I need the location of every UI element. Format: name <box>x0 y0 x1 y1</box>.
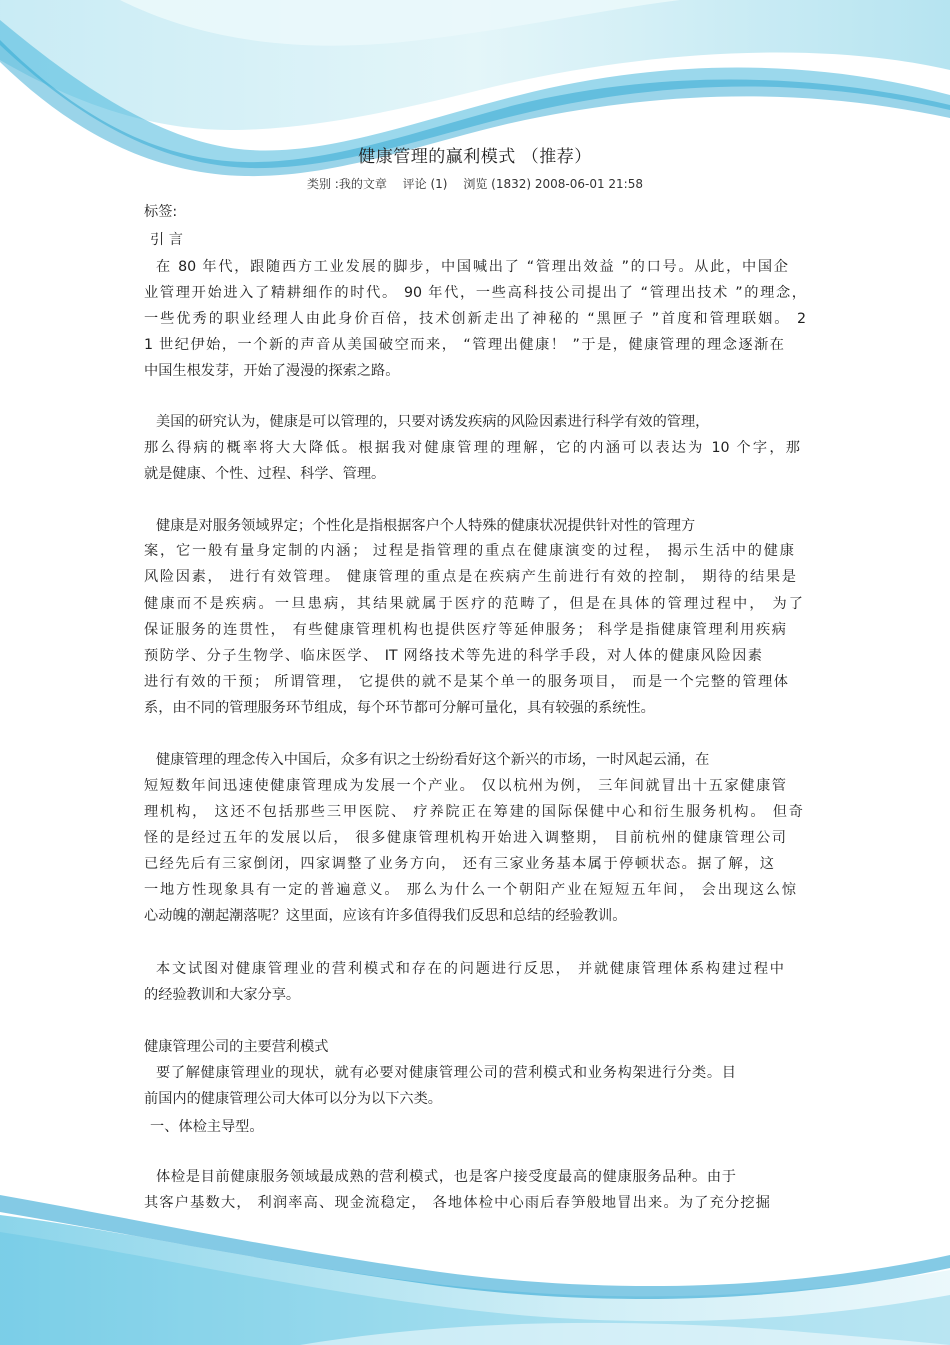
text-line: 系，由不同的管理服务环节组成，每个环节都可分解可量化，具有较强的系统性。 <box>144 700 655 716</box>
text-line: 其客户基数大， 利润率高、现金流稳定， 各地体检中心雨后春笋般地冒出来。为了充分挖掘 <box>144 1195 770 1211</box>
text-line: 那么得病的概率将大大降低。根据我对健康管理的理解，它的内涵可以表达为 10 个字，那 <box>144 440 800 456</box>
intro-heading: 引 言 <box>150 232 183 248</box>
text-line: 的经验教训和大家分享。 <box>144 987 301 1003</box>
article-title: 健康管理的赢利模式 （推荐） <box>358 147 592 167</box>
text-line: 1 世纪伊始，一个新的声音从美国破空而来， “管理出健康！ ”于是，健康管理的理念逐渐在 <box>144 337 784 353</box>
text-line: 健康是对服务领域界定；个性化是指根据客户个人特殊的健康状况提供针对性的管理方 <box>156 518 696 534</box>
tags-label: 标签: <box>144 204 178 220</box>
text-line: 怪的是经过五年的发展以后， 很多健康管理机构开始进入调整期， 目前杭州的健康管理公司 <box>144 830 786 846</box>
meta-views-date: 浏览 (1832) 2008-06-01 21:58 <box>463 177 643 191</box>
meta-category: 类别 :我的文章 <box>306 177 387 191</box>
text-line: 一些优秀的职业经理人由此身价百倍，技术创新走出了神秘的 “黑匣子 ”首度和管理联姻。 2 <box>144 311 806 327</box>
text-line: 中国生根发芽，开始了漫漫的探索之路。 <box>144 363 400 379</box>
text-line: 理机构， 这还不包括那些三甲医院、 疗养院正在筹建的国际保健中心和衍生服务机构。 但奇 <box>144 804 803 820</box>
text-line: 业管理开始进入了精耕细作的时代。 90 年代，一些高科技公司提出了 “管理出技术 ”的理念， <box>144 285 806 301</box>
meta-comments: 评论 (1) <box>402 177 448 191</box>
text-line: 风险因素， 进行有效管理。 健康管理的重点是在疾病产生前进行有效的控制， 期待的结果是 <box>144 569 796 585</box>
text-line: 健康管理的理念传入中国后，众多有识之士纷纷看好这个新兴的市场，一时风起云涌，在 <box>156 752 710 768</box>
text-line: 案，它一般有量身定制的内涵； 过程是指管理的重点在健康演变的过程， 揭示生活中的健康 <box>144 543 794 559</box>
text-line: 健康而不是疾病。一旦患病，其结果就属于医疗的范畴了，但是在具体的管理过程中， 为了 <box>144 596 803 612</box>
text-line: 美国的研究认为，健康是可以管理的，只要对诱发疾病的风险因素进行科学有效的管理， <box>156 414 710 430</box>
text-line: 保证服务的连贯性， 有些健康管理机构也提供医疗等延伸服务； 科学是指健康管理利用疾病 <box>144 622 786 638</box>
text-line: 心动魄的潮起潮落呢？这里面，应该有许多值得我们反思和总结的经验教训。 <box>144 908 627 924</box>
subsection-heading: 一、体检主导型。 <box>150 1119 264 1135</box>
article-meta <box>0 175 950 192</box>
text-line: 本文试图对健康管理业的营利模式和存在的问题进行反思， 并就健康管理体系构建过程中 <box>156 961 784 977</box>
text-line: 已经先后有三家倒闭，四家调整了业务方向， 还有三家业务基本属于停顿状态。据了解，这 <box>144 856 774 872</box>
text-line: 要了解健康管理业的现状，就有必要对健康管理公司的营利模式和业务构架进行分类。目 <box>156 1065 736 1081</box>
text-line: 体检是目前健康服务领域最成熟的营利模式，也是客户接受度最高的健康服务品种。由于 <box>156 1169 736 1185</box>
text-line: 短短数年间迅速使健康管理成为发展一个产业。 仅以杭州为例， 三年间就冒出十五家健康管 <box>144 778 786 794</box>
text-line: 预防学、分子生物学、临床医学、 IT 网络技术等先进的科学手段，对人体的健康风险因素 <box>144 648 762 664</box>
text-line: 一地方性现象具有一定的普遍意义。 那么为什么一个朝阳产业在短短五年间， 会出现这么惊 <box>144 882 796 898</box>
text-line: 在 80 年代，跟随西方工业发展的脚步，中国喊出了 “管理出效益 ”的口号。从此，中国企 <box>156 259 788 275</box>
text-line: 就是健康、个性、过程、科学、管理。 <box>144 466 386 482</box>
text-line: 前国内的健康管理公司大体可以分为以下六类。 <box>144 1091 442 1107</box>
text-line: 进行有效的干预； 所谓管理， 它提供的就不是某个单一的服务项目， 而是一个完整的管理体 <box>144 674 788 690</box>
section-heading: 健康管理公司的主要营利模式 <box>144 1039 329 1055</box>
